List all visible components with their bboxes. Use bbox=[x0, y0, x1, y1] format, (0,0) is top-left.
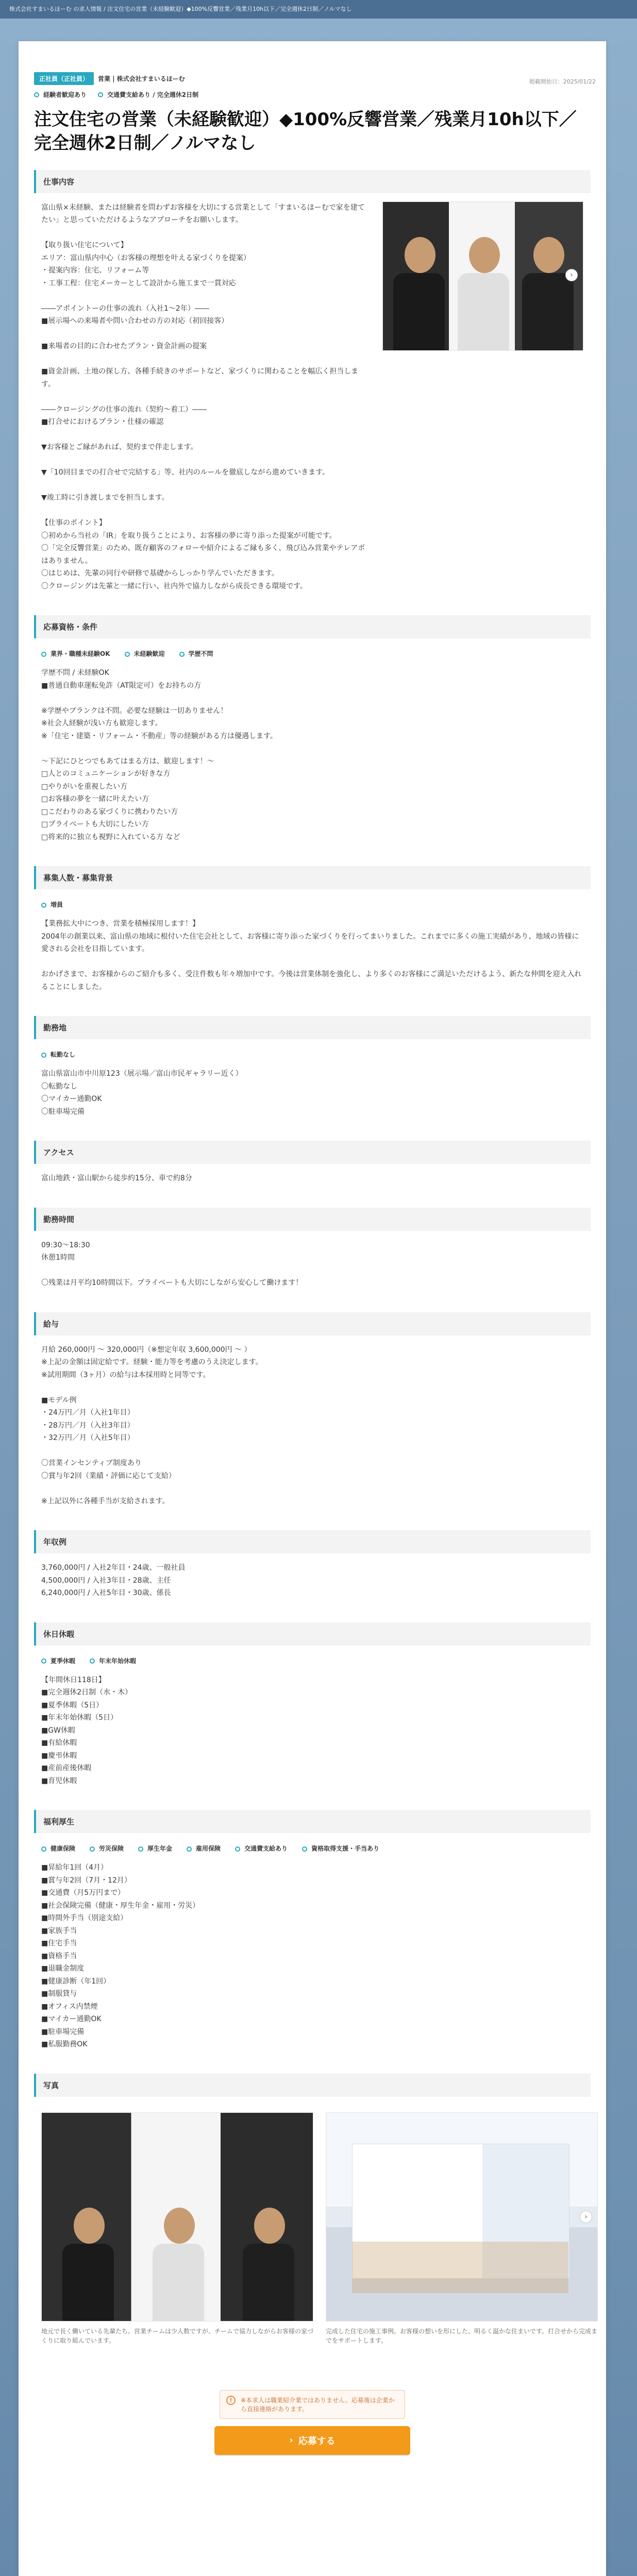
benefits-chip-label: 資格取得支援・手当あり bbox=[311, 1845, 380, 1853]
person-head bbox=[164, 2208, 195, 2244]
section-title-photos: 写真 bbox=[34, 2074, 591, 2097]
header-chip bbox=[34, 90, 87, 99]
requirements-chip bbox=[125, 649, 165, 659]
person-figure bbox=[147, 2187, 209, 2321]
chip-dot-icon bbox=[179, 652, 185, 657]
requirements-chips bbox=[41, 649, 583, 659]
chip-dot-icon bbox=[34, 92, 39, 97]
requirements-chip bbox=[41, 649, 110, 659]
holidays-chip-label: 夏季休暇 bbox=[51, 1657, 76, 1665]
photo-gallery bbox=[41, 2112, 598, 2346]
recruit-bg-chip-label: 増員 bbox=[51, 901, 63, 909]
person-figure bbox=[388, 216, 450, 350]
benefits-chip bbox=[90, 1843, 124, 1854]
person-figure bbox=[238, 2187, 299, 2321]
job-text: 富山県×未経験、または経験者を問わずお客様を大切にする営業として「すまいるほーむで家を建てたい」と思っていただけるようなアプローチをお願いします。 【取り扱い住宅について】 エリア：富山県内中心（お客様の理想を叶える家づくりを提案） ・提案内容：住宅、リフォーム等 ・工事工程：住宅メーカーとして設計から施工まで一貫対応 ――アポイントーの仕事の流れ（入社1〜2年）―― ■展示場への来場者や問い合わせの方の対応（初回接客） ■来場者の目的に合わせたプラン・資金計画の提案 ■資金計画、土地の探し方、各種手続きのサポートなど、家づくりに関わることを幅広く担当します。 ――クロージングの仕事の流れ（契約〜着工）―― ■打合せにおけるプラン・仕様の確認 ▼お客様とご縁があれば、契約まで伴走します。 ▼「10回目までの打合せで完結する」等、社内のルールを徹底しながら進めていきます。 ▼竣工時に引き渡しまでを担当します。 【仕事のポイント】 〇初めから当社の「IR」を取り扱うことにより、お客様の夢に寄り添った提案が可能です。 〇「完全反響営業」のため、既存顧客のフォローや紹介によるご縁も多く、飛び込み営業やテレアポはありません。 〇はじめは、先輩の同行や研修で基礎からしっかり学んでいただきます。 〇クロージングは先輩と一緒に行い、社内外で協力しながら成長できる環境です。 bbox=[41, 203, 365, 590]
section-title-requirements: 応募資格・条件 bbox=[34, 615, 591, 638]
person-head bbox=[469, 237, 500, 273]
chip-dot-icon bbox=[41, 1658, 46, 1664]
job-card bbox=[19, 41, 606, 2576]
hours-text: 09:30〜18:30 休憩1時間 〇残業は月平均10時間以下。プライベートも大切にしながら安心して働けます！ bbox=[41, 1241, 303, 1287]
photo-next-arrow-icon[interactable]: › bbox=[565, 269, 578, 281]
job-card-inner bbox=[19, 41, 606, 2455]
chip-dot-icon bbox=[41, 1053, 46, 1058]
person-head bbox=[533, 237, 564, 273]
requirements-chip-label: 業界・職種未経験OK bbox=[51, 650, 110, 658]
section-title-location: 勤務地 bbox=[34, 1016, 591, 1039]
updated-date: 掲載開始日：2025/01/22 bbox=[529, 78, 596, 85]
requirements-chip-label: 学歴不問 bbox=[188, 650, 213, 658]
location-chips bbox=[41, 1049, 583, 1060]
benefits-chip bbox=[41, 1843, 75, 1854]
person-body bbox=[393, 273, 445, 350]
benefits-chip-label: 雇用保険 bbox=[196, 1845, 221, 1853]
apply-button[interactable] bbox=[214, 2426, 410, 2455]
benefits-chip bbox=[302, 1843, 379, 1854]
recruit-bg-chip bbox=[41, 900, 63, 910]
benefits-chip bbox=[138, 1843, 172, 1854]
section-hours bbox=[34, 1231, 591, 1298]
person-body bbox=[62, 2244, 114, 2321]
chip-dot-icon bbox=[41, 1846, 46, 1852]
photo-caption: 完成した住宅の施工事例。お客様の想いを形にした、明るく温かな住まいです。打合せから完成までをサポートします。 bbox=[326, 2327, 598, 2345]
top-breadcrumb-text: 株式会社すまいるほーむ の求人情報 / 注文住宅の営業（未経験歓迎）◆100%反響営業／残業月10h以下／完全週休2日制／ノルマなし bbox=[9, 6, 352, 12]
employment-tag: 正社員（正社員） bbox=[34, 72, 94, 85]
person-head bbox=[254, 2208, 285, 2244]
apply-button-label: 応募する bbox=[298, 2435, 336, 2447]
job-tags bbox=[34, 72, 591, 85]
section-title-annual: 年収例 bbox=[34, 1530, 591, 1553]
header-chip-label: 交通費支給あり / 完全週休2日制 bbox=[107, 91, 199, 98]
chip-dot-icon bbox=[98, 92, 103, 97]
chip-dot-icon bbox=[235, 1846, 240, 1852]
chip-dot-icon bbox=[302, 1846, 307, 1852]
section-title-hours: 勤務時間 bbox=[34, 1208, 591, 1231]
annual-text: 3,760,000円 / 入社2年目・24歳、一般社員 4,500,000円 / 入社3年目・28歳、主任 6,240,000円 / 入社5年目・30歳、係長 bbox=[41, 1564, 186, 1598]
section-title-job: 仕事内容 bbox=[34, 170, 591, 193]
section-annual bbox=[34, 1553, 591, 1608]
cta-note bbox=[220, 2390, 405, 2419]
chip-dot-icon bbox=[90, 1658, 95, 1664]
person-head bbox=[405, 237, 435, 273]
person-head bbox=[74, 2208, 105, 2244]
photo-staff bbox=[41, 2112, 313, 2321]
photo-item bbox=[41, 2112, 313, 2346]
benefits-chip-label: 厚生年金 bbox=[147, 1845, 173, 1853]
section-title-recruit-bg: 募集人数・募集背景 bbox=[34, 866, 591, 889]
chip-dot-icon bbox=[41, 652, 46, 657]
holidays-chip-label: 年末年始休暇 bbox=[99, 1657, 137, 1665]
section-title-salary: 給与 bbox=[34, 1312, 591, 1335]
info-icon: ! bbox=[226, 2396, 236, 2405]
location-chip bbox=[41, 1049, 75, 1060]
recruit-bg-chips bbox=[41, 900, 583, 910]
company-tag: 営業 | 株式会社すまいるほーむ bbox=[98, 72, 190, 85]
chip-dot-icon bbox=[138, 1846, 143, 1852]
top-breadcrumb-bar bbox=[0, 0, 637, 19]
person-figure bbox=[452, 216, 514, 350]
benefits-chip bbox=[187, 1843, 221, 1854]
salary-text: 月給 260,000円 ～ 320,000円（※想定年収 3,600,000円 ～ ） ※上記の金額は固定給です。経験・能力等を考慮のうえ決定します。 ※試用期間（3ヶ月）の給与は本採用時と同等です。 ■モデル例 ・24万円／月（入社1年目） ・28万円／月（入社3年目） ・32万円／月（入社5年目） 〇営業インセンティブ制度あり 〇賞与年2回（業績・評価に応じて支給） ※上記以外に各種手当が支給されます。 bbox=[41, 1345, 263, 1505]
access-text: 富山地鉄・富山駅から徒歩約15分、車で約8分 bbox=[41, 1174, 192, 1183]
job-title: 注文住宅の営業（未経験歓迎）◆100%反響営業／残業月10h以下／完全週休2日制／ノルマなし bbox=[34, 109, 577, 154]
section-location bbox=[34, 1039, 591, 1126]
photo-next-arrow-icon[interactable]: › bbox=[580, 2211, 592, 2223]
send-icon: › bbox=[289, 2435, 293, 2446]
recruit-bg-text: 【業務拡大中につき、営業を積極採用します！】 2004年の創業以来、富山県の地域に根付いた住宅会社として、お客様に寄り添った家づくりを行ってまいりました。これまでに多くの施工実績があり、地域の皆様に愛される会社を目指しています。 おかげさまで、お客様からのご紹介も多く、受注件数も年々増加中です。今後は営業体制を強化し、より多くのお客様にご満足いただけるよう、新たな仲間を迎え入れることにしました。 bbox=[41, 920, 582, 991]
job-photo bbox=[382, 201, 583, 351]
location-text: 富山県富山市中川原123（展示場／富山市民ギャラリー近く） 〇転勤なし 〇マイカー通勤OK 〇駐車場完備 bbox=[41, 1070, 243, 1116]
person-body bbox=[243, 2244, 294, 2321]
benefits-chip-label: 交通費支給あり bbox=[244, 1845, 288, 1853]
location-chip-label: 転勤なし bbox=[51, 1051, 76, 1059]
chip-dot-icon bbox=[125, 652, 130, 657]
chip-dot-icon bbox=[187, 1846, 192, 1852]
benefits-chip-label: 労災保険 bbox=[99, 1845, 124, 1853]
header-chip-label: 経験者歓迎あり bbox=[43, 91, 87, 98]
cta-note-text: ※本求人は職業紹介業ではありません。応募後は企業から直接連絡があります。 bbox=[241, 2396, 395, 2413]
requirements-text: 学歴不問 / 未経験OK ■普通自動車運転免許（AT限定可）をお持ちの方 ※学歴やブランクは不問。必要な経験は一切ありません！ ※社会人経験が浅い方も歓迎します。 ※「住宅・建築・リフォーム・不動産」等の経験がある方は優遇します。 ～下記にひとつでもあてはまる方は、歓迎します！～ □人とのコミュニケーションが好きな方 □やりがいを重視したい方 □お客様の夢を一緒に叶えたい方 □こだわりのある家づくりに携わりたい方 □プライベートも大切にしたい方 □将来的に独立も視野に入れている方 など bbox=[41, 669, 277, 841]
requirements-chip-label: 未経験歓迎 bbox=[133, 650, 165, 658]
benefits-chip-label: 健康保険 bbox=[51, 1845, 76, 1853]
person-figure bbox=[517, 216, 579, 350]
holidays-chip bbox=[41, 1656, 75, 1667]
section-recruit-bg bbox=[34, 889, 591, 1002]
section-benefits bbox=[34, 1833, 591, 2059]
header-chips bbox=[34, 90, 591, 99]
person-figure bbox=[57, 2187, 119, 2321]
section-title-holidays: 休日休暇 bbox=[34, 1622, 591, 1646]
photo-item bbox=[326, 2112, 598, 2346]
photo-caption: 地元で長く働いている先輩たち。営業チームは少人数ですが、チームで協力しながらお客様の家づくりに取り組んでいます。 bbox=[41, 2327, 314, 2345]
chip-dot-icon bbox=[41, 903, 46, 908]
section-access bbox=[34, 1164, 591, 1193]
requirements-chip bbox=[179, 649, 213, 659]
photo-house bbox=[326, 2112, 598, 2321]
section-title-benefits: 福利厚生 bbox=[34, 1810, 591, 1833]
benefits-chips bbox=[41, 1843, 583, 1854]
section-photos bbox=[34, 2097, 598, 2354]
chip-dot-icon bbox=[90, 1846, 95, 1852]
section-holidays bbox=[34, 1646, 591, 1796]
section-salary bbox=[34, 1335, 591, 1516]
section-job bbox=[34, 193, 591, 601]
header-chip bbox=[98, 90, 198, 99]
holidays-chip bbox=[90, 1656, 136, 1667]
section-requirements bbox=[34, 638, 591, 852]
benefits-text: ■昇給年1回（4月） ■賞与年2回（7月・12月） ■交通費（月5万円まで） ■社会保険完備（健康・厚生年金・雇用・労災） ■時間外手当（別途支給） ■家族手当 ■住宅手当 ■資格手当 ■退職金制度 ■健康診断（年1回） ■制服貸与 ■オフィス内禁煙 ■マイカー通勤OK ■駐車場完備 ■私服勤務OK bbox=[41, 1863, 200, 2049]
holidays-text: 【年間休日118日】 ■完全週休2日制（水・木） ■夏季休暇（5日） ■年末年始休暇（5日） ■GW休暇 ■有給休暇 ■慶弔休暇 ■産前産後休暇 ■育児休暇 bbox=[41, 1675, 132, 1785]
holidays-chips bbox=[41, 1656, 583, 1667]
person-body bbox=[458, 273, 509, 350]
benefits-chip bbox=[235, 1843, 288, 1854]
person-body bbox=[522, 273, 574, 350]
section-title-access: アクセス bbox=[34, 1141, 591, 1164]
person-body bbox=[153, 2244, 204, 2321]
